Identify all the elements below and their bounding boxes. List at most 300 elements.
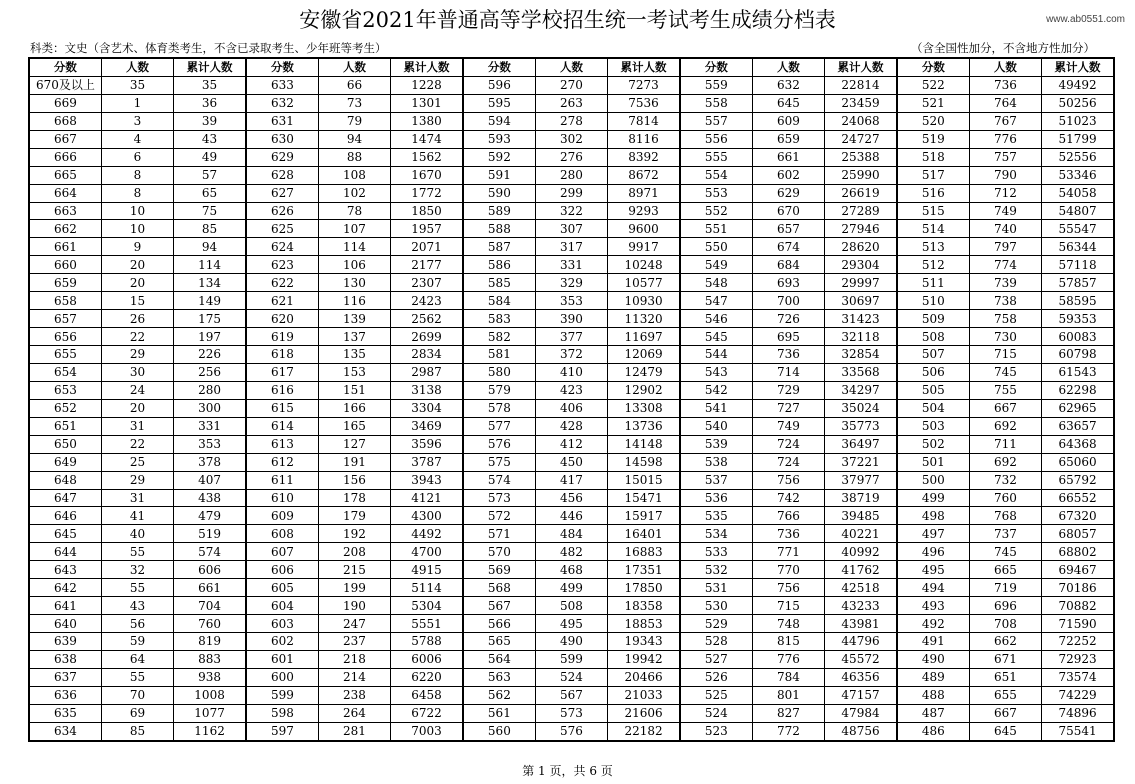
count-cell: 684 <box>752 256 824 274</box>
count-cell: 696 <box>969 597 1041 615</box>
table-row <box>29 704 1114 722</box>
count-cell: 667 <box>969 399 1041 417</box>
count-cell: 674 <box>752 238 824 256</box>
score-cell: 615 <box>246 399 318 417</box>
cumulative-cell: 35 <box>174 76 246 94</box>
cumulative-cell: 25388 <box>825 148 897 166</box>
column-header: 人数 <box>535 58 607 76</box>
cumulative-cell: 57118 <box>1042 256 1114 274</box>
score-cell: 624 <box>246 238 318 256</box>
score-cell: 655 <box>29 346 101 364</box>
score-cell: 628 <box>246 166 318 184</box>
score-cell: 623 <box>246 256 318 274</box>
score-cell: 555 <box>680 148 752 166</box>
count-cell: 700 <box>752 292 824 310</box>
cumulative-cell: 37221 <box>825 453 897 471</box>
count-cell: 153 <box>318 363 390 381</box>
score-cell: 544 <box>680 346 752 364</box>
score-cell: 540 <box>680 417 752 435</box>
count-cell: 417 <box>535 471 607 489</box>
score-cell: 535 <box>680 507 752 525</box>
cumulative-cell: 1957 <box>391 220 463 238</box>
table-row <box>29 76 1114 94</box>
cumulative-cell: 1077 <box>174 704 246 722</box>
count-cell: 801 <box>752 686 824 704</box>
count-cell: 406 <box>535 399 607 417</box>
count-cell: 30 <box>101 363 173 381</box>
table-row <box>29 94 1114 112</box>
score-cell: 616 <box>246 381 318 399</box>
count-cell: 748 <box>752 615 824 633</box>
cumulative-cell: 2071 <box>391 238 463 256</box>
score-cell: 523 <box>680 722 752 740</box>
count-cell: 693 <box>752 274 824 292</box>
score-cell: 552 <box>680 202 752 220</box>
count-cell: 708 <box>969 615 1041 633</box>
count-cell: 797 <box>969 238 1041 256</box>
cumulative-cell: 331 <box>174 417 246 435</box>
cumulative-cell: 35773 <box>825 417 897 435</box>
cumulative-cell: 41762 <box>825 561 897 579</box>
cumulative-cell: 24727 <box>825 130 897 148</box>
score-cell: 601 <box>246 650 318 668</box>
table-row <box>29 650 1114 668</box>
count-cell: 192 <box>318 525 390 543</box>
cumulative-cell: 25990 <box>825 166 897 184</box>
score-cell: 525 <box>680 686 752 704</box>
cumulative-cell: 12902 <box>608 381 680 399</box>
score-cell: 491 <box>897 633 969 651</box>
table-row <box>29 363 1114 381</box>
count-cell: 190 <box>318 597 390 615</box>
cumulative-cell: 39 <box>174 112 246 130</box>
cumulative-cell: 10930 <box>608 292 680 310</box>
count-cell: 214 <box>318 668 390 686</box>
cumulative-cell: 15015 <box>608 471 680 489</box>
score-cell: 493 <box>897 597 969 615</box>
cumulative-cell: 6722 <box>391 704 463 722</box>
count-cell: 263 <box>535 94 607 112</box>
cumulative-cell: 8672 <box>608 166 680 184</box>
cumulative-cell: 55547 <box>1042 220 1114 238</box>
cumulative-cell: 9917 <box>608 238 680 256</box>
table-row <box>29 238 1114 256</box>
table-row <box>29 346 1114 364</box>
cumulative-cell: 7536 <box>608 94 680 112</box>
count-cell: 178 <box>318 489 390 507</box>
cumulative-cell: 1301 <box>391 94 463 112</box>
score-cell: 638 <box>29 650 101 668</box>
table-row <box>29 417 1114 435</box>
cumulative-cell: 4121 <box>391 489 463 507</box>
count-cell: 758 <box>969 310 1041 328</box>
score-cell: 504 <box>897 399 969 417</box>
cumulative-cell: 2562 <box>391 310 463 328</box>
table-row <box>29 184 1114 202</box>
cumulative-cell: 43981 <box>825 615 897 633</box>
score-cell: 488 <box>897 686 969 704</box>
cumulative-cell: 69467 <box>1042 561 1114 579</box>
count-cell: 1 <box>101 94 173 112</box>
cumulative-cell: 1562 <box>391 148 463 166</box>
cumulative-cell: 30697 <box>825 292 897 310</box>
score-cell: 554 <box>680 166 752 184</box>
count-cell: 15 <box>101 292 173 310</box>
column-header: 分数 <box>29 58 101 76</box>
cumulative-cell: 3596 <box>391 435 463 453</box>
table-row <box>29 597 1114 615</box>
count-cell: 695 <box>752 328 824 346</box>
score-cell: 528 <box>680 633 752 651</box>
cumulative-cell: 64368 <box>1042 435 1114 453</box>
score-cell: 591 <box>463 166 535 184</box>
cumulative-cell: 18853 <box>608 615 680 633</box>
score-cell: 626 <box>246 202 318 220</box>
cumulative-cell: 38719 <box>825 489 897 507</box>
count-cell: 24 <box>101 381 173 399</box>
score-cell: 661 <box>29 238 101 256</box>
cumulative-cell: 2699 <box>391 328 463 346</box>
count-cell: 8 <box>101 166 173 184</box>
cumulative-cell: 54058 <box>1042 184 1114 202</box>
column-header: 人数 <box>318 58 390 76</box>
score-cell: 514 <box>897 220 969 238</box>
cumulative-cell: 59353 <box>1042 310 1114 328</box>
cumulative-cell: 17850 <box>608 579 680 597</box>
cumulative-cell: 10248 <box>608 256 680 274</box>
cumulative-cell: 94 <box>174 238 246 256</box>
score-cell: 581 <box>463 346 535 364</box>
count-cell: 729 <box>752 381 824 399</box>
score-cell: 548 <box>680 274 752 292</box>
cumulative-cell: 2423 <box>391 292 463 310</box>
table-row <box>29 453 1114 471</box>
count-cell: 490 <box>535 633 607 651</box>
score-cell: 550 <box>680 238 752 256</box>
count-cell: 31 <box>101 489 173 507</box>
count-cell: 767 <box>969 112 1041 130</box>
score-cell: 613 <box>246 435 318 453</box>
count-cell: 662 <box>969 633 1041 651</box>
count-cell: 760 <box>969 489 1041 507</box>
score-cell: 631 <box>246 112 318 130</box>
score-cell: 612 <box>246 453 318 471</box>
score-cell: 630 <box>246 130 318 148</box>
count-cell: 724 <box>752 435 824 453</box>
score-cell: 568 <box>463 579 535 597</box>
count-cell: 827 <box>752 704 824 722</box>
score-cell: 572 <box>463 507 535 525</box>
score-cell: 600 <box>246 668 318 686</box>
score-cell: 640 <box>29 615 101 633</box>
count-cell: 317 <box>535 238 607 256</box>
score-cell: 569 <box>463 561 535 579</box>
count-cell: 790 <box>969 166 1041 184</box>
table-row <box>29 310 1114 328</box>
score-cell: 497 <box>897 525 969 543</box>
score-cell: 565 <box>463 633 535 651</box>
score-cell: 579 <box>463 381 535 399</box>
count-cell: 9 <box>101 238 173 256</box>
page-footer: 第 1 页，共 6 页 <box>522 764 613 778</box>
cumulative-cell: 28620 <box>825 238 897 256</box>
cumulative-cell: 704 <box>174 597 246 615</box>
cumulative-cell: 134 <box>174 274 246 292</box>
score-cell: 503 <box>897 417 969 435</box>
cumulative-cell: 22814 <box>825 76 897 94</box>
score-cell: 648 <box>29 471 101 489</box>
cumulative-cell: 7814 <box>608 112 680 130</box>
count-cell: 353 <box>535 292 607 310</box>
count-cell: 55 <box>101 543 173 561</box>
score-cell: 629 <box>246 148 318 166</box>
score-cell: 566 <box>463 615 535 633</box>
score-cell: 505 <box>897 381 969 399</box>
score-cell: 551 <box>680 220 752 238</box>
count-cell: 482 <box>535 543 607 561</box>
score-cell: 577 <box>463 417 535 435</box>
count-cell: 657 <box>752 220 824 238</box>
cumulative-cell: 66552 <box>1042 489 1114 507</box>
score-cell: 580 <box>463 363 535 381</box>
cumulative-cell: 2834 <box>391 346 463 364</box>
cumulative-cell: 5551 <box>391 615 463 633</box>
score-cell: 598 <box>246 704 318 722</box>
cumulative-cell: 49 <box>174 148 246 166</box>
count-cell: 281 <box>318 722 390 740</box>
count-cell: 139 <box>318 310 390 328</box>
table-row <box>29 292 1114 310</box>
table-row <box>29 112 1114 130</box>
cumulative-cell: 819 <box>174 633 246 651</box>
count-cell: 724 <box>752 453 824 471</box>
score-cell: 510 <box>897 292 969 310</box>
cumulative-cell: 72252 <box>1042 633 1114 651</box>
count-cell: 714 <box>752 363 824 381</box>
count-cell: 191 <box>318 453 390 471</box>
score-cell: 617 <box>246 363 318 381</box>
table-row <box>29 166 1114 184</box>
cumulative-cell: 226 <box>174 346 246 364</box>
count-cell: 692 <box>969 417 1041 435</box>
cumulative-cell: 11697 <box>608 328 680 346</box>
count-cell: 573 <box>535 704 607 722</box>
cumulative-cell: 75 <box>174 202 246 220</box>
score-cell: 531 <box>680 579 752 597</box>
count-cell: 29 <box>101 346 173 364</box>
cumulative-cell: 52556 <box>1042 148 1114 166</box>
cumulative-cell: 6006 <box>391 650 463 668</box>
cumulative-cell: 24068 <box>825 112 897 130</box>
count-cell: 484 <box>535 525 607 543</box>
count-cell: 64 <box>101 650 173 668</box>
count-cell: 114 <box>318 238 390 256</box>
score-cell: 529 <box>680 615 752 633</box>
cumulative-cell: 36497 <box>825 435 897 453</box>
count-cell: 32 <box>101 561 173 579</box>
cumulative-cell: 57 <box>174 166 246 184</box>
count-cell: 736 <box>752 346 824 364</box>
column-header: 分数 <box>463 58 535 76</box>
count-cell: 446 <box>535 507 607 525</box>
count-cell: 450 <box>535 453 607 471</box>
cumulative-cell: 12479 <box>608 363 680 381</box>
table-row <box>29 489 1114 507</box>
count-cell: 599 <box>535 650 607 668</box>
count-cell: 102 <box>318 184 390 202</box>
score-cell: 513 <box>897 238 969 256</box>
cumulative-cell: 1474 <box>391 130 463 148</box>
score-cell: 541 <box>680 399 752 417</box>
count-cell: 737 <box>969 525 1041 543</box>
score-cell: 516 <box>897 184 969 202</box>
cumulative-cell: 26619 <box>825 184 897 202</box>
count-cell: 264 <box>318 704 390 722</box>
cumulative-cell: 1162 <box>174 722 246 740</box>
table-row <box>29 435 1114 453</box>
score-cell: 596 <box>463 76 535 94</box>
score-cell: 625 <box>246 220 318 238</box>
table-row <box>29 148 1114 166</box>
count-cell: 8 <box>101 184 173 202</box>
table-row <box>29 543 1114 561</box>
cumulative-cell: 49492 <box>1042 76 1114 94</box>
score-cell: 639 <box>29 633 101 651</box>
count-cell: 776 <box>969 130 1041 148</box>
score-cell: 571 <box>463 525 535 543</box>
cumulative-cell: 16883 <box>608 543 680 561</box>
score-cell: 660 <box>29 256 101 274</box>
cumulative-cell: 1380 <box>391 112 463 130</box>
count-cell: 130 <box>318 274 390 292</box>
count-cell: 609 <box>752 112 824 130</box>
count-cell: 645 <box>752 94 824 112</box>
score-cell: 564 <box>463 650 535 668</box>
table-row <box>29 274 1114 292</box>
score-cell: 560 <box>463 722 535 740</box>
count-cell: 40 <box>101 525 173 543</box>
count-cell: 602 <box>752 166 824 184</box>
count-cell: 278 <box>535 112 607 130</box>
count-cell: 508 <box>535 597 607 615</box>
score-cell: 670及以上 <box>29 76 101 94</box>
table-body <box>29 76 1114 740</box>
count-cell: 772 <box>752 722 824 740</box>
cumulative-cell: 6220 <box>391 668 463 686</box>
count-cell: 94 <box>318 130 390 148</box>
score-cell: 608 <box>246 525 318 543</box>
count-cell: 726 <box>752 310 824 328</box>
score-cell: 498 <box>897 507 969 525</box>
count-cell: 299 <box>535 184 607 202</box>
count-cell: 22 <box>101 328 173 346</box>
table-row <box>29 686 1114 704</box>
count-cell: 270 <box>535 76 607 94</box>
score-cell: 584 <box>463 292 535 310</box>
cumulative-cell: 378 <box>174 453 246 471</box>
cumulative-cell: 21606 <box>608 704 680 722</box>
score-cell: 619 <box>246 328 318 346</box>
score-cell: 509 <box>897 310 969 328</box>
cumulative-cell: 519 <box>174 525 246 543</box>
table-row <box>29 668 1114 686</box>
score-cell: 636 <box>29 686 101 704</box>
score-cell: 567 <box>463 597 535 615</box>
score-cell: 588 <box>463 220 535 238</box>
count-cell: 20 <box>101 256 173 274</box>
cumulative-cell: 8116 <box>608 130 680 148</box>
count-cell: 43 <box>101 597 173 615</box>
count-cell: 524 <box>535 668 607 686</box>
count-cell: 135 <box>318 346 390 364</box>
score-cell: 646 <box>29 507 101 525</box>
score-cell: 530 <box>680 597 752 615</box>
cumulative-cell: 31423 <box>825 310 897 328</box>
cumulative-cell: 53346 <box>1042 166 1114 184</box>
cumulative-cell: 65060 <box>1042 453 1114 471</box>
score-cell: 595 <box>463 94 535 112</box>
count-cell: 127 <box>318 435 390 453</box>
cumulative-cell: 36 <box>174 94 246 112</box>
cumulative-cell: 85 <box>174 220 246 238</box>
cumulative-cell: 114 <box>174 256 246 274</box>
cumulative-cell: 13308 <box>608 399 680 417</box>
count-cell: 738 <box>969 292 1041 310</box>
count-cell: 715 <box>969 346 1041 364</box>
score-cell: 561 <box>463 704 535 722</box>
score-cell: 643 <box>29 561 101 579</box>
cumulative-cell: 4915 <box>391 561 463 579</box>
count-cell: 670 <box>752 202 824 220</box>
score-cell: 500 <box>897 471 969 489</box>
count-cell: 774 <box>969 256 1041 274</box>
score-cell: 543 <box>680 363 752 381</box>
count-cell: 218 <box>318 650 390 668</box>
cumulative-cell: 71590 <box>1042 615 1114 633</box>
table-row <box>29 256 1114 274</box>
score-cell: 576 <box>463 435 535 453</box>
cumulative-cell: 17351 <box>608 561 680 579</box>
score-cell: 583 <box>463 310 535 328</box>
score-cell: 610 <box>246 489 318 507</box>
count-cell: 215 <box>318 561 390 579</box>
count-cell: 247 <box>318 615 390 633</box>
column-header: 人数 <box>101 58 173 76</box>
table-row <box>29 381 1114 399</box>
cumulative-cell: 37977 <box>825 471 897 489</box>
table-row <box>29 507 1114 525</box>
score-cell: 537 <box>680 471 752 489</box>
cumulative-cell: 438 <box>174 489 246 507</box>
score-cell: 627 <box>246 184 318 202</box>
count-cell: 69 <box>101 704 173 722</box>
table-row <box>29 471 1114 489</box>
cumulative-cell: 22182 <box>608 722 680 740</box>
count-cell: 29 <box>101 471 173 489</box>
cumulative-cell: 5788 <box>391 633 463 651</box>
count-cell: 199 <box>318 579 390 597</box>
count-cell: 156 <box>318 471 390 489</box>
cumulative-cell: 65792 <box>1042 471 1114 489</box>
cumulative-cell: 2307 <box>391 274 463 292</box>
count-cell: 651 <box>969 668 1041 686</box>
count-cell: 20 <box>101 399 173 417</box>
score-cell: 546 <box>680 310 752 328</box>
table-row <box>29 615 1114 633</box>
count-cell: 740 <box>969 220 1041 238</box>
score-cell: 651 <box>29 417 101 435</box>
count-cell: 166 <box>318 399 390 417</box>
